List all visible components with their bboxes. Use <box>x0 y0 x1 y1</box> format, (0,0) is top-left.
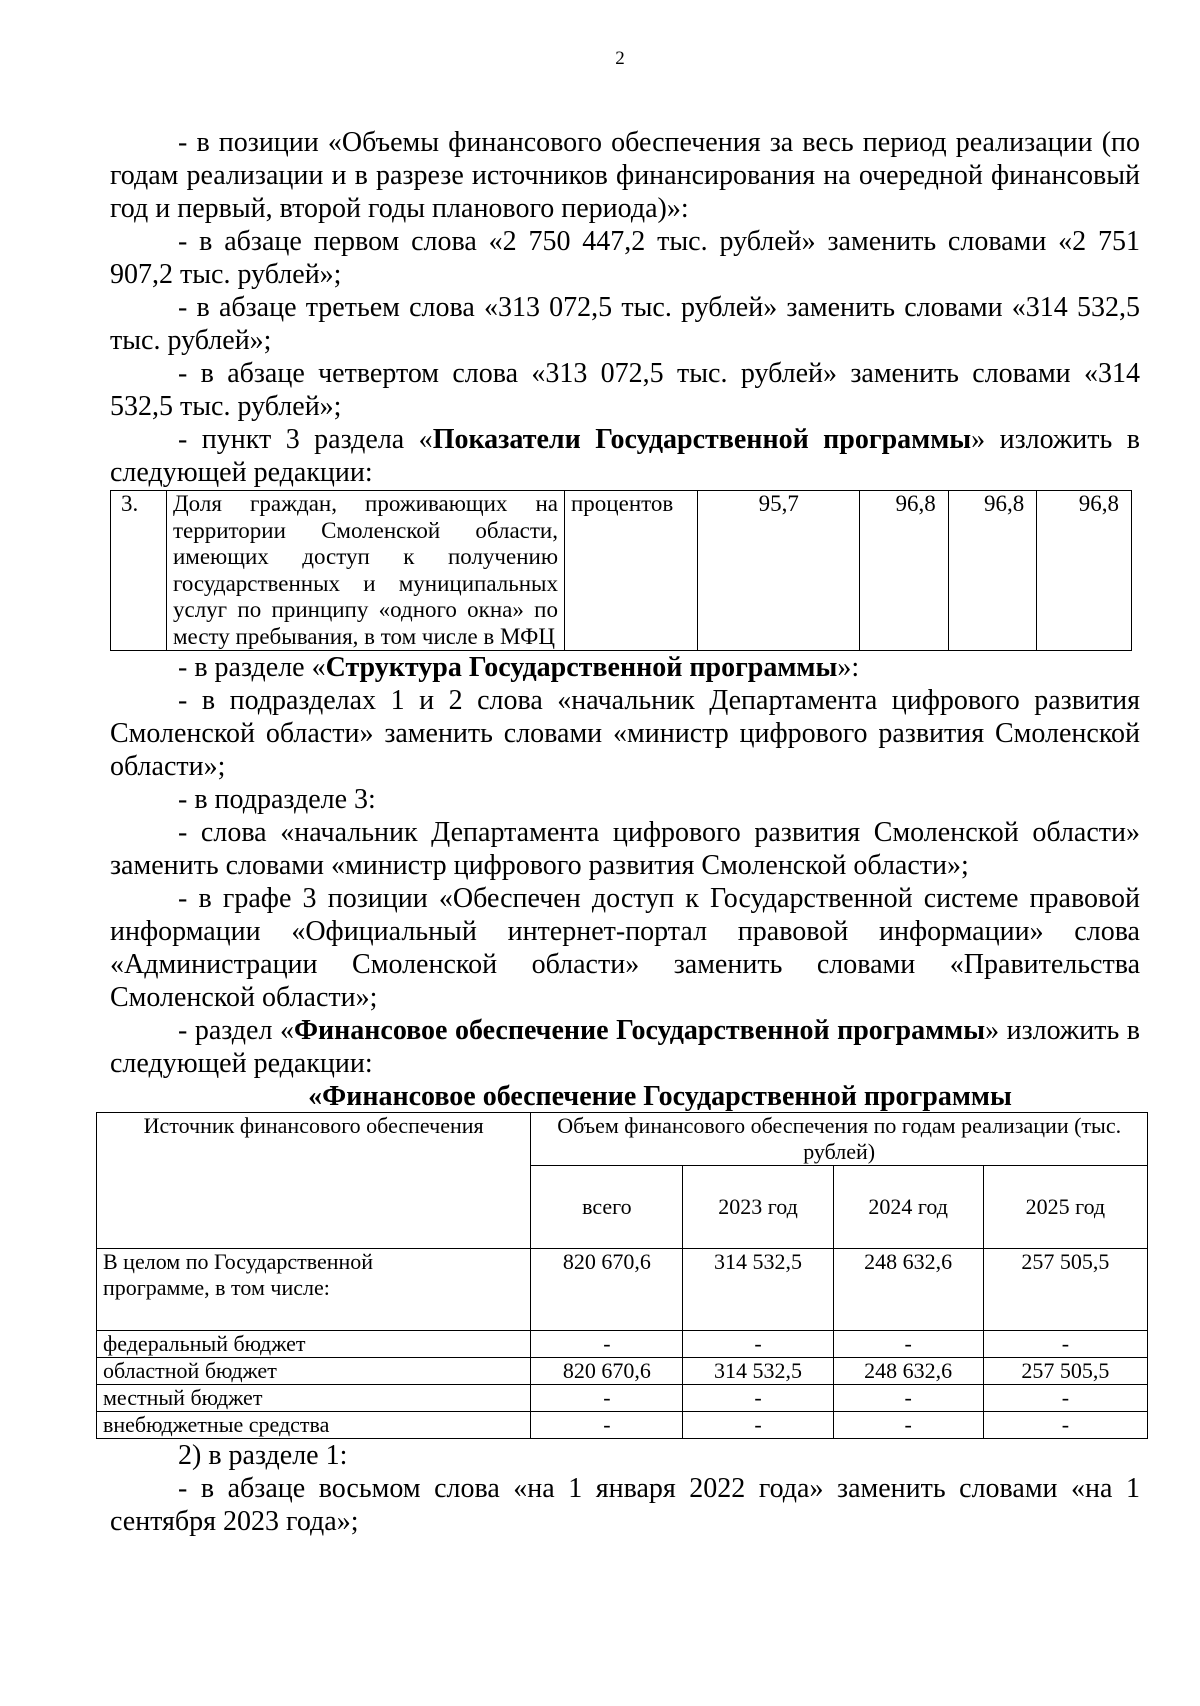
table-header-row <box>97 1113 1148 1166</box>
row-2023: - <box>683 1331 833 1358</box>
paragraph-1: - в позиции «Объемы финансового обеспечения за весь период реализации (по годам реализации и в разрезе источников финансирования на очередной финансовый год и первый, второй годы планового периода)»: <box>110 127 1140 224</box>
paragraph-10: - в графе 3 позиции «Обеспечен доступ к Государственной системе правовой информации «Официальный интернет-портал правовой информации» слова «Администрации Смоленской области» заменить словами «Правительства Смоленской области»; <box>110 883 1140 1013</box>
row-2025: - <box>983 1331 1147 1358</box>
paragraph-6: - в разделе «Структура Государственной программы»: <box>178 652 860 683</box>
row-label: областной бюджет <box>97 1358 531 1385</box>
header-volume: Объем финансового обеспечения по годам реализации (тыс. рублей) <box>531 1113 1148 1166</box>
row-total: 820 670,6 <box>531 1249 683 1331</box>
indicator-value: 96,8 <box>860 491 949 651</box>
row-2025: 257 505,5 <box>983 1249 1147 1331</box>
indicator-value: 95,7 <box>698 491 860 651</box>
row-label: федеральный бюджет <box>97 1331 531 1358</box>
row-label: В целом по Государственной программе, в том числе: <box>97 1249 531 1331</box>
row-2023: - <box>683 1385 833 1412</box>
row-2024: 248 632,6 <box>833 1249 983 1331</box>
row-total: 820 670,6 <box>531 1358 683 1385</box>
row-2023: 314 532,5 <box>683 1358 833 1385</box>
finance-table <box>96 1112 1148 1439</box>
row-2023: - <box>683 1412 833 1439</box>
paragraph-8: - в подразделе 3: <box>178 784 376 815</box>
row-total: - <box>531 1385 683 1412</box>
row-total: - <box>531 1331 683 1358</box>
indicator-value: 96,8 <box>948 491 1037 651</box>
paragraph-2: - в абзаце первом слова «2 750 447,2 тыс. рублей» заменить словами «2 751 907,2 тыс. рублей»; <box>110 226 1140 290</box>
table-row <box>97 1249 1148 1331</box>
row-total: - <box>531 1412 683 1439</box>
finance-table-title: «Финансовое обеспечение Государственной программы <box>308 1081 1012 1112</box>
paragraph-7: - в подразделах 1 и 2 слова «начальник Департамента цифрового развития Смоленской области» заменить словами «министр цифрового развития Смоленской области»; <box>110 685 1140 782</box>
page-number: 2 <box>615 48 625 69</box>
table-row <box>97 1331 1148 1358</box>
row-2024: 248 632,6 <box>833 1358 983 1385</box>
row-2025: 257 505,5 <box>983 1358 1147 1385</box>
indicator-name: Доля граждан, проживающих на территории Смоленской области, имеющих доступ к получению государственных и муниципальных услуг по принципу «одного окна» по месту пребывания, в том числе в МФЦ <box>166 491 564 651</box>
paragraph-12: 2) в разделе 1: <box>178 1440 348 1471</box>
paragraph-5: - пункт 3 раздела «Показатели Государственной программы» изложить в следующей редакции: <box>110 424 1140 488</box>
paragraph-3: - в абзаце третьем слова «313 072,5 тыс. рублей» заменить словами «314 532,5 тыс. рублей»; <box>110 292 1140 356</box>
table-row <box>97 1358 1148 1385</box>
header-source: Источник финансового обеспечения <box>97 1113 531 1249</box>
indicator-value: 96,8 <box>1037 491 1132 651</box>
paragraph-9: - слова «начальник Департамента цифрового развития Смоленской области» заменить словами «министр цифрового развития Смоленской области»; <box>110 817 1140 881</box>
table-row <box>111 491 1132 651</box>
row-label: местный бюджет <box>97 1385 531 1412</box>
paragraph-11: - раздел «Финансовое обеспечение Государственной программы» изложить в следующей редакции: <box>110 1015 1140 1079</box>
paragraph-4: - в абзаце четвертом слова «313 072,5 тыс. рублей» заменить словами «314 532,5 тыс. рублей»; <box>110 358 1140 422</box>
paragraph-13: - в абзаце восьмом слова «на 1 января 2022 года» заменить словами «на 1 сентября 2023 года»; <box>110 1473 1140 1537</box>
indicator-table <box>110 490 1132 651</box>
header-2023: 2023 год <box>683 1166 833 1249</box>
row-label: внебюджетные средства <box>97 1412 531 1439</box>
header-total: всего <box>531 1166 683 1249</box>
header-2025: 2025 год <box>983 1166 1147 1249</box>
header-2024: 2024 год <box>833 1166 983 1249</box>
row-2024: - <box>833 1331 983 1358</box>
table-row <box>97 1412 1148 1439</box>
row-2023: 314 532,5 <box>683 1249 833 1331</box>
table-row <box>97 1385 1148 1412</box>
document-body <box>103 126 1140 1538</box>
row-2025: - <box>983 1412 1147 1439</box>
row-2025: - <box>983 1385 1147 1412</box>
row-2024: - <box>833 1385 983 1412</box>
indicator-number: 3. <box>111 491 167 651</box>
row-2024: - <box>833 1412 983 1439</box>
indicator-unit: процентов <box>565 491 698 651</box>
